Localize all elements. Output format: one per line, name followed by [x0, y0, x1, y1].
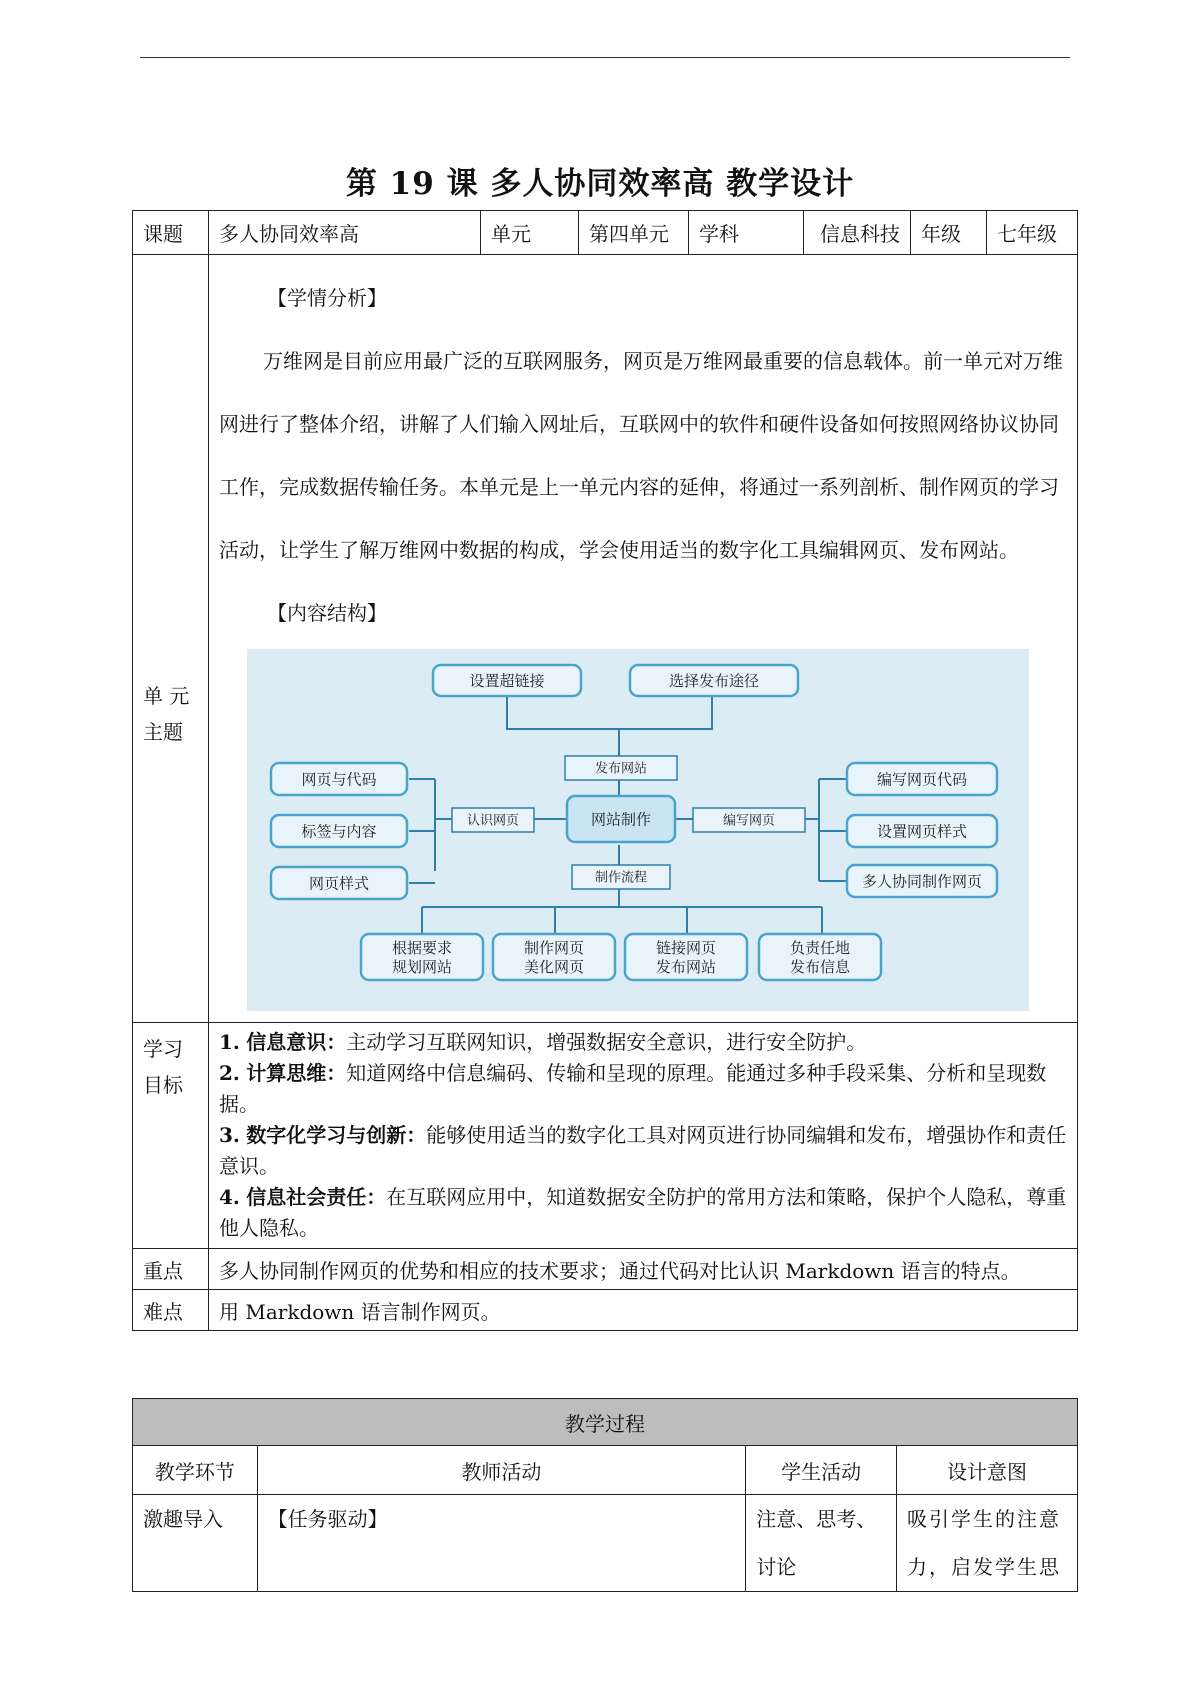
node-choose-publish [630, 665, 798, 696]
node-make-flow [572, 865, 670, 889]
node-bottom-1-label: 根据要求 [391, 938, 453, 957]
col-intent: 设计意图 [897, 1446, 1078, 1495]
node-left-3-label: 网页样式 [308, 874, 370, 893]
node-bottom-1 [361, 934, 483, 980]
node-right-2-label: 设置网页样式 [876, 822, 968, 841]
unit-theme-row [133, 255, 1078, 1023]
difficulty-label: 难点 [133, 1290, 209, 1331]
structure-svg [247, 649, 1029, 1011]
header-rule [140, 57, 1070, 58]
col-teacher: 教师活动 [257, 1446, 746, 1495]
node-left-3 [271, 867, 407, 899]
structure-heading: 【内容结构】 [267, 601, 387, 625]
goal-item: 4. 信息社会责任：在互联网应用中，知道数据安全防护的常用方法和策略，保护个人隐私，尊重他人隐私。 [219, 1185, 1067, 1240]
node-center [567, 796, 675, 842]
grade-value: 七年级 [987, 211, 1078, 255]
node-left-2 [271, 815, 407, 847]
unit-label: 单元 [481, 211, 579, 255]
teacher-cell: 【任务驱动】 [257, 1495, 746, 1592]
node-bottom-2-label: 制作网页 [523, 938, 585, 957]
page-title: 第 19 课 多人协同效率高 教学设计 [345, 166, 855, 202]
process-columns-row [133, 1446, 1078, 1495]
analysis-heading: 【学情分析】 [267, 286, 387, 310]
node-bottom-3 [625, 934, 747, 980]
lesson-info-table [132, 210, 1078, 1331]
process-row [133, 1495, 1078, 1592]
subject-label: 学科 [689, 211, 804, 255]
analysis-text: 万维网是目前应用最广泛的互联网服务，网页是万维网最重要的信息载体。前一单元对万维网进行了整体介绍，讲解了人们输入网址后，互联网中的软件和硬件设备如何按照网络协议协同工作，完成数据传输任务。本单元是上一单元内容的延伸，将通过一系列剖析、制作网页的学习活动，让学生了解万维网中数据的构成，学会使用适当的数字化工具编辑网页、发布网站。 [219, 349, 1063, 562]
node-edit-page [693, 808, 805, 832]
process-header: 教学过程 [133, 1399, 1078, 1446]
process-header-row [133, 1399, 1078, 1446]
student-cell: 注意、思考、讨论 [746, 1495, 897, 1592]
difficulty-row [133, 1290, 1078, 1331]
unit-value: 第四单元 [579, 211, 689, 255]
subject-value: 信息科技 [804, 211, 911, 255]
unit-theme-label: 单 元 主题 [133, 255, 209, 1023]
unit-theme-content [209, 255, 1078, 1023]
node-left-1 [271, 763, 407, 795]
node-bottom-2 [493, 934, 615, 980]
stage-cell: 激趣导入 [133, 1495, 258, 1592]
node-bottom-4 [759, 934, 881, 980]
node-bottom-4-label: 负责任地 [789, 938, 851, 957]
goals-row [133, 1023, 1078, 1249]
node-recognize-page-label: 认识网页 [466, 813, 520, 829]
node-left-2-label: 标签与内容 [301, 822, 377, 841]
node-set-hyperlink [433, 665, 581, 696]
info-row [133, 211, 1078, 255]
node-left-1-label: 网页与代码 [301, 770, 377, 789]
node-bottom-1-label: 规划网站 [391, 957, 453, 976]
node-choose-publish-label: 选择发布途径 [668, 671, 760, 690]
goal-item: 2. 计算思维：知道网络中信息编码、传输和呈现的原理。能通过多种手段采集、分析和呈现数据。 [219, 1061, 1047, 1116]
topic-value: 多人协同效率高 [209, 211, 481, 255]
node-bottom-4-label: 发布信息 [789, 957, 851, 976]
topic-label: 课题 [133, 211, 209, 255]
key-point-text: 多人协同制作网页的优势和相应的技术要求；通过代码对比认识 Markdown 语言的特点。 [209, 1249, 1078, 1290]
node-recognize-page [452, 808, 534, 832]
content-structure-diagram [247, 649, 1067, 1016]
node-right-1 [847, 763, 997, 795]
node-publish-site-label: 发布网站 [594, 761, 648, 777]
process-table [132, 1398, 1078, 1592]
node-bottom-2-label: 美化网页 [523, 957, 585, 976]
key-point-label: 重点 [133, 1249, 209, 1290]
node-right-3-label: 多人协同制作网页 [861, 872, 983, 891]
node-bottom-3-label: 链接网页 [655, 938, 717, 957]
node-right-1-label: 编写网页代码 [876, 770, 968, 789]
node-set-hyperlink-label: 设置超链接 [469, 671, 545, 690]
goals-content [209, 1023, 1078, 1249]
node-make-flow-label: 制作流程 [594, 870, 648, 886]
node-publish-site [565, 756, 677, 780]
node-center-label: 网站制作 [590, 810, 652, 829]
goal-item: 1. 信息意识：主动学习互联网知识，增强数据安全意识，进行安全防护。 [219, 1030, 867, 1054]
key-point-row [133, 1249, 1078, 1290]
grade-label: 年级 [911, 211, 987, 255]
node-bottom-3-label: 发布网站 [655, 957, 717, 976]
difficulty-text: 用 Markdown 语言制作网页。 [209, 1290, 1078, 1331]
goals-label: 学习目标 [133, 1023, 209, 1249]
node-right-2 [847, 815, 997, 847]
col-stage: 教学环节 [133, 1446, 258, 1495]
node-edit-page-label: 编写网页 [722, 813, 776, 829]
goal-item: 3. 数字化学习与创新：能够使用适当的数字化工具对网页进行协同编辑和发布，增强协作和责任意识。 [219, 1123, 1067, 1178]
intent-cell: 吸引学生的注意力，启发学生思 [897, 1495, 1078, 1592]
node-right-3 [847, 865, 997, 897]
col-student: 学生活动 [746, 1446, 897, 1495]
